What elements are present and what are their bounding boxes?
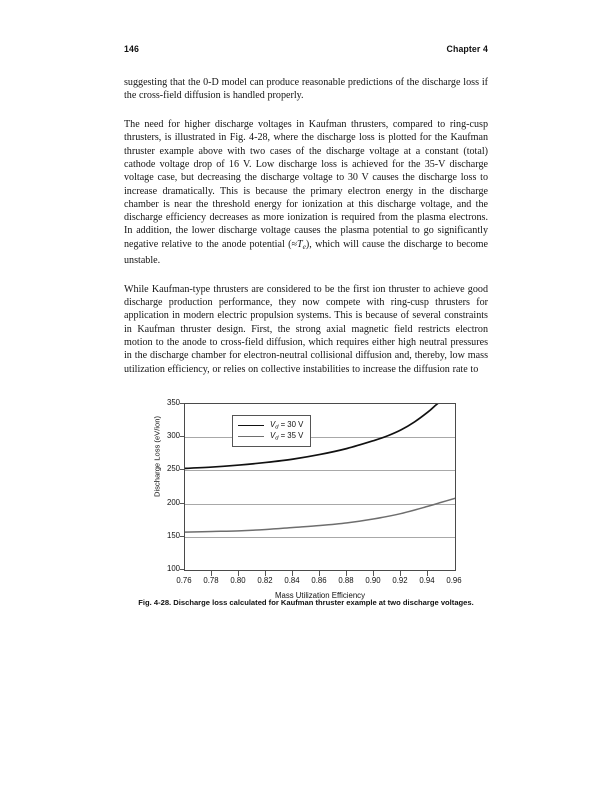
paragraph-3: While Kaufman-type thrusters are considered to be the first ion thruster to achieve good discharge production performance, they now compete with ring-cusp thrusters for application in modern electric propulsion systems. This is because of several constraints in Kaufman thruster design. First, the strong axial magnetic field restricts electron motion to the anode to cross-field diffusion, which requires either high neutral pressures in the discharge chamber for electron-neutral collisional diffusion and, thereby, low mass utilization efficiency, or relies on collective instabilities to increase the diffusion rate to (124, 283, 488, 375)
page-number: 146 (124, 44, 139, 54)
math-subscript-e: e (302, 242, 306, 251)
chart-y-axis-label: Discharge Loss (eV/ion) (152, 415, 162, 498)
x-tick-label: 0.92 (392, 576, 408, 585)
legend-row (238, 431, 303, 442)
x-tick-label: 0.78 (203, 576, 219, 585)
paragraph-2 (124, 118, 488, 267)
x-tick-label: 0.82 (257, 576, 273, 585)
legend-label: $V_d = 30$ V (270, 420, 304, 431)
body-text-column (124, 76, 488, 376)
y-tick-label: 350 (166, 398, 180, 407)
paragraph-2-text-b: ), which will cause the discharge to become unstable. (124, 238, 488, 267)
chapter-label: Chapter 4 (446, 44, 488, 54)
legend-line-swatch (238, 436, 264, 437)
chart-plot-area (184, 403, 456, 571)
paragraph-1: suggesting that the 0-D model can produce reasonable predictions of the discharge loss if the cross-field diffusion is handled properly. (124, 77, 488, 102)
y-tick-label: 150 (166, 530, 180, 540)
legend-line-swatch (238, 425, 264, 426)
y-tick-label: 300 (166, 431, 180, 441)
chart (140, 396, 472, 600)
x-tick-label: 0.94 (419, 576, 435, 585)
running-head (124, 44, 488, 54)
y-tick-label: 100 (166, 564, 180, 573)
chart-curves (185, 404, 455, 570)
chart-x-axis-label: Mass Utilization Efficiency (275, 591, 365, 600)
legend-row (238, 420, 303, 431)
y-tick-label: 200 (166, 497, 180, 507)
y-tick-label: 250 (166, 464, 180, 474)
x-tick-label: 0.86 (311, 576, 327, 585)
chart-series-line (185, 498, 455, 532)
x-tick-label: 0.88 (338, 576, 354, 585)
x-tick-label: 0.80 (230, 576, 246, 585)
paragraph-2-text-a: The need for higher discharge voltages in Kaufman thrusters, compared to ring-cusp thrusters, is illustrated in Fig. 4-28, where the discharge loss is plotted for the Kaufman thruster example above with two cases of the discharge voltage at a constant (total) cathode voltage drop of 16 V. Low discharge loss is achieved for the 35-V discharge voltage case, but decreasing the discharge voltage to 30 V causes the discharge loss to increase dramatically. This is because the primary electron energy in the discharge chamber is near the threshold energy for ionization at this discharge voltage, and the discharge efficiency decreases as more ionization is required from the plasma electrons. In addition, the lower discharge voltage causes the plasma potential to go significantly negative relative to the anode potential ( (124, 119, 488, 250)
x-tick-label: 0.76 (176, 576, 192, 585)
math-variable-T: T (297, 238, 303, 250)
figure-caption: Fig. 4-28. Discharge loss calculated for Kaufman thruster example at two discharge voltages. (138, 598, 474, 607)
x-tick-label: 0.90 (365, 576, 381, 585)
chart-legend (232, 415, 311, 447)
x-tick-label: 0.84 (284, 576, 300, 585)
approx-symbol: ≈ (291, 238, 298, 250)
chart-series-line (185, 404, 439, 468)
figure-4-28 (140, 396, 472, 624)
x-tick-label: 0.96 (446, 576, 462, 585)
legend-label: $V_d = 35$ V (270, 431, 304, 442)
